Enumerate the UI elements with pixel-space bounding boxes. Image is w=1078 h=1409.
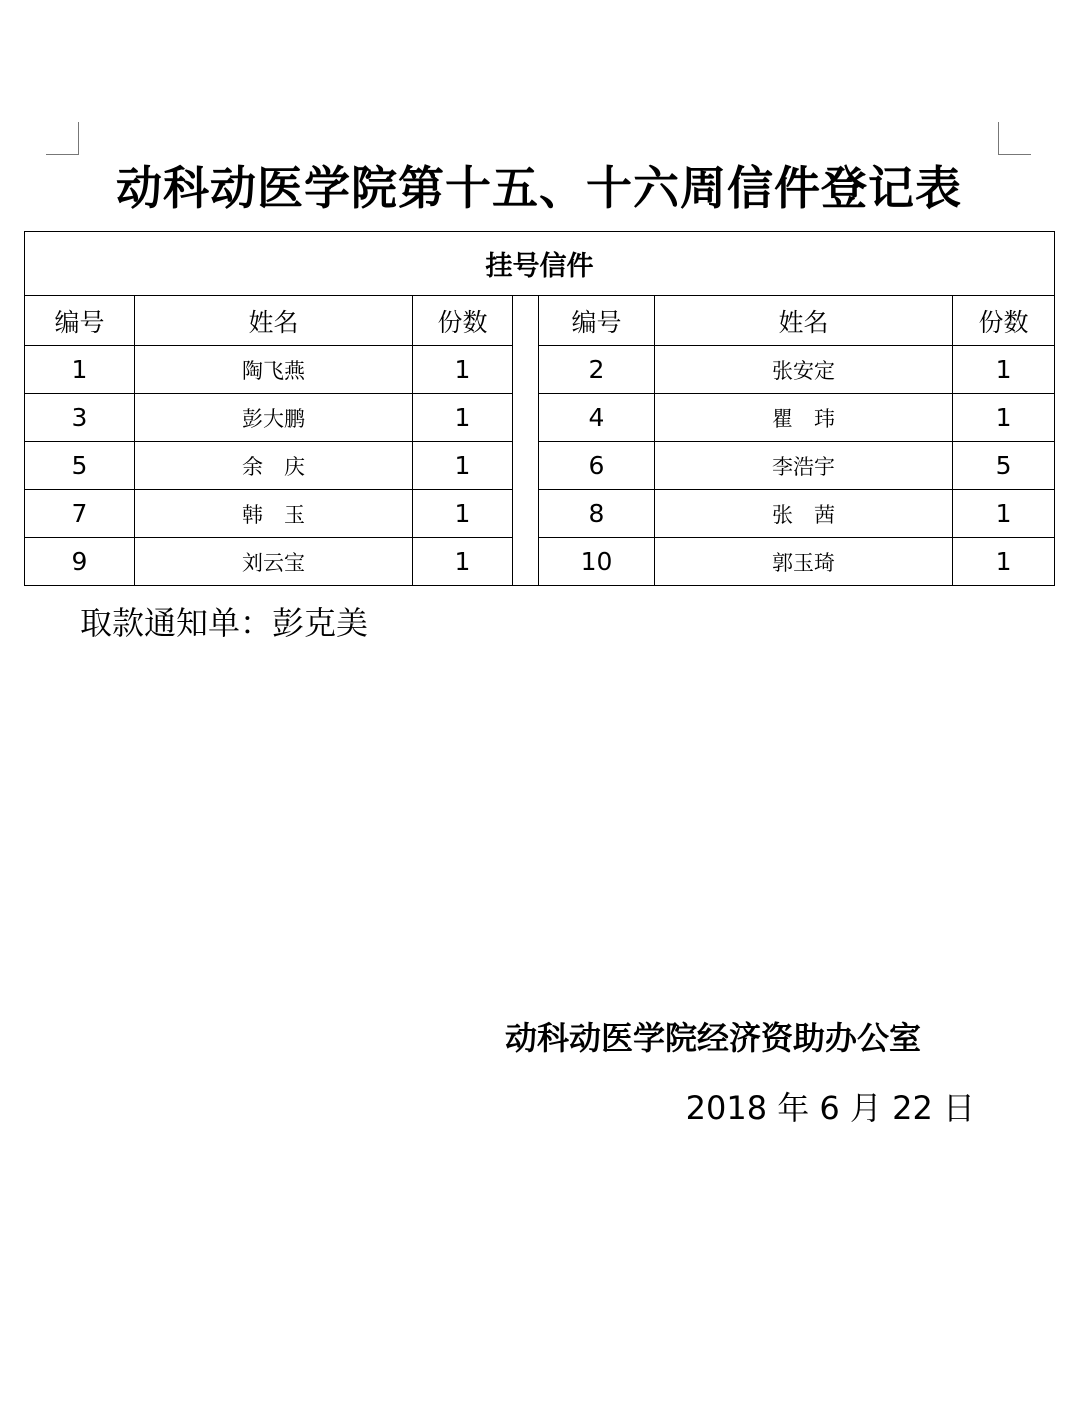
header-left-count: 份数 [413,296,513,346]
registered-mail-table [24,231,1055,586]
table-header-row [25,296,1055,346]
table-caption: 挂号信件 [25,232,1055,296]
cell-right-number: 10 [539,538,655,586]
cell-right-number: 8 [539,490,655,538]
table-row [25,394,1055,442]
cell-left-count: 1 [413,442,513,490]
cell-right-count: 1 [953,490,1055,538]
cell-right-name: 张安定 [655,346,953,394]
header-left-name: 姓名 [135,296,413,346]
table-row [25,490,1055,538]
cell-right-count: 1 [953,346,1055,394]
cell-left-count: 1 [413,538,513,586]
issue-date: 2018 年 6 月 22 日 [685,1089,975,1127]
cell-left-number: 7 [25,490,135,538]
table-row [25,538,1055,586]
cell-right-number: 2 [539,346,655,394]
issuing-office: 动科动医学院经济资助办公室 [505,1019,922,1057]
cell-left-count: 1 [413,490,513,538]
table-caption-row [25,232,1055,296]
cell-left-name: 余 庆 [135,442,413,490]
cell-left-number: 3 [25,394,135,442]
cell-right-name: 张 茜 [655,490,953,538]
header-right-name: 姓名 [655,296,953,346]
cell-right-count: 1 [953,394,1055,442]
withdrawal-notice: 取款通知单：彭克美 [80,604,369,642]
page-corner-mark-top-left [46,122,79,155]
cell-right-count: 5 [953,442,1055,490]
page-corner-mark-top-right [998,122,1031,155]
header-right-count: 份数 [953,296,1055,346]
cell-right-name: 瞿 玮 [655,394,953,442]
cell-right-name: 郭玉琦 [655,538,953,586]
cell-left-name: 韩 玉 [135,490,413,538]
cell-right-number: 6 [539,442,655,490]
cell-left-count: 1 [413,394,513,442]
cell-left-number: 1 [25,346,135,394]
cell-left-name: 彭大鹏 [135,394,413,442]
cell-left-number: 9 [25,538,135,586]
table-row [25,346,1055,394]
cell-left-name: 刘云宝 [135,538,413,586]
header-right-number: 编号 [539,296,655,346]
document-title: 动科动医学院第十五、十六周信件登记表 [116,161,962,215]
cell-left-name: 陶飞燕 [135,346,413,394]
cell-left-count: 1 [413,346,513,394]
cell-right-name: 李浩宇 [655,442,953,490]
column-separator [513,296,539,586]
header-left-number: 编号 [25,296,135,346]
cell-left-number: 5 [25,442,135,490]
cell-right-count: 1 [953,538,1055,586]
cell-right-number: 4 [539,394,655,442]
table-row [25,442,1055,490]
